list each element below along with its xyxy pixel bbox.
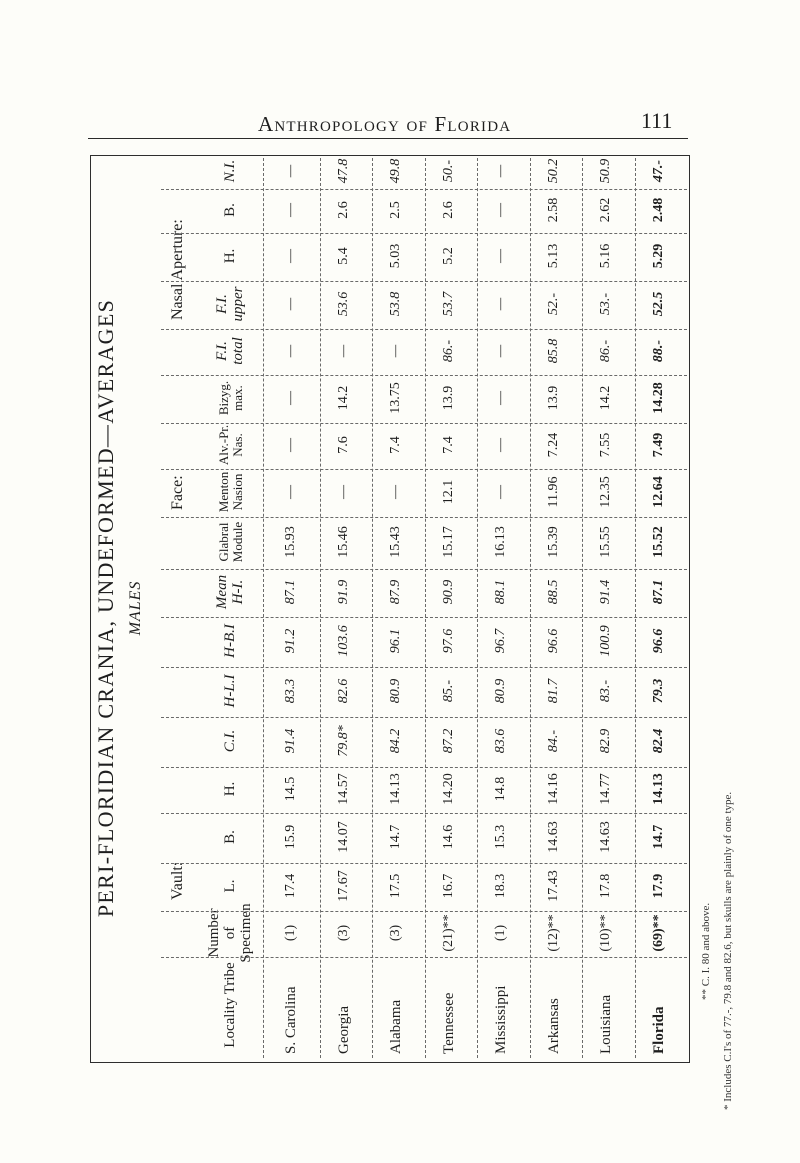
table-cell: 2.62: [598, 197, 613, 223]
table-cell: 80.9: [388, 678, 403, 704]
table-cell: 79.3: [650, 678, 666, 704]
table-subtitle: MALES: [127, 580, 144, 636]
table-cell: 13.9: [440, 385, 456, 411]
table-cell: —: [388, 485, 403, 499]
column-header: C.I.: [222, 729, 239, 753]
row-divider: [582, 158, 583, 1058]
header-rule: [88, 138, 688, 139]
column-header: B.: [222, 203, 239, 217]
table-cell: (10)**: [598, 914, 613, 952]
row-locality: Louisiana: [598, 994, 614, 1054]
table-cell: 52.5: [650, 291, 666, 317]
table-cell: 14.2: [598, 385, 613, 411]
table-cell: 16.13: [493, 526, 508, 558]
table-cell: 53.8: [388, 291, 403, 317]
table-cell: 83.-: [598, 679, 613, 703]
table-cell: 49.8: [388, 158, 403, 184]
column-header: H-B.I: [222, 624, 239, 658]
table-cell: 15.9: [283, 824, 298, 850]
table-cell: 14.63: [545, 821, 561, 853]
table-cell: 17.5: [388, 873, 403, 899]
table-cell: 15.39: [545, 526, 561, 558]
table-cell: —: [493, 164, 508, 178]
table-cell: 14.28: [650, 382, 666, 414]
table-cell: 47.8: [335, 158, 351, 184]
table-cell: 5.03: [388, 243, 403, 269]
table-cell: 90.9: [440, 579, 456, 605]
table-cell: 7.4: [440, 436, 456, 454]
table-title: PERI-FLORIDIAN CRANIA, UNDEFORMED—AVERAGES: [93, 298, 118, 918]
table-cell: —: [493, 391, 508, 405]
table-cell: 87.1: [283, 579, 298, 605]
table-cell: 14.07: [335, 821, 351, 853]
table-cell: —: [283, 249, 298, 263]
table-cell: 2.5: [388, 201, 403, 219]
table-cell: (69)**: [650, 914, 666, 952]
table-cell: (3): [388, 924, 403, 942]
table-cell: 100.9: [598, 625, 613, 657]
table-cell: 53.-: [598, 292, 613, 316]
column-header: Glabral Module: [216, 521, 245, 563]
table-cell: 86.-: [598, 339, 613, 363]
column-header: Alv.-Pr. Nas.: [216, 424, 245, 466]
table-cell: 52.-: [545, 292, 561, 316]
table-cell: —: [283, 391, 298, 405]
table-cell: —: [283, 438, 298, 452]
table-cell: —: [493, 344, 508, 358]
table-cell: 91.4: [598, 579, 613, 605]
table-cell: (1): [493, 924, 508, 942]
table-cell: 5.2: [440, 247, 456, 265]
table-cell: 17.9: [650, 873, 666, 899]
row-locality: Georgia: [335, 1005, 352, 1054]
table-cell: 87.2: [440, 728, 456, 754]
table-cell: 14.5: [283, 776, 298, 802]
table-cell: 80.9: [493, 678, 508, 704]
table-cell: 84.2: [388, 728, 403, 754]
table-cell: 14.7: [650, 824, 666, 850]
table-cell: 96.7: [493, 628, 508, 654]
table-cell: 15.46: [335, 526, 351, 558]
table-cell: (3): [335, 924, 351, 942]
table-cell: —: [283, 203, 298, 217]
table-cell: 91.9: [335, 579, 351, 605]
table-cell: 14.13: [650, 773, 666, 805]
table-cell: 14.13: [388, 773, 403, 805]
table-cell: 7.4: [388, 436, 403, 454]
table-cell: 13.75: [388, 382, 403, 414]
table-cell: 15.43: [388, 526, 403, 558]
table-cell: 2.48: [650, 197, 666, 223]
header-divider: [263, 158, 264, 1058]
column-header: F.I. upper: [214, 286, 246, 322]
column-header: B.: [222, 830, 239, 844]
table-cell: 14.57: [335, 773, 351, 805]
column-header: F.I. total: [214, 337, 246, 365]
table-cell: 83.6: [493, 728, 508, 754]
table-cell: 15.52: [650, 526, 666, 558]
table-cell: (1): [283, 924, 298, 942]
table-cell: 11.96: [545, 476, 561, 508]
column-header: H.: [222, 248, 239, 264]
table-cell: 14.16: [545, 773, 561, 805]
table-cell: 81.7: [545, 678, 561, 704]
face-group-label: Face:: [169, 475, 186, 510]
table-cell: 85.-: [440, 679, 456, 703]
table-cell: 103.6: [335, 625, 351, 657]
row-divider: [320, 158, 321, 1058]
table-cell: 85.8: [545, 338, 561, 364]
table-cell: 86.-: [440, 339, 456, 363]
table-cell: 96.1: [388, 628, 403, 654]
table-cell: —: [283, 297, 298, 311]
table-cell: 91.2: [283, 628, 298, 654]
table-cell: 5.29: [650, 243, 666, 269]
row-locality: Tennessee: [440, 992, 457, 1054]
table-cell: 16.7: [440, 873, 456, 899]
table-cell: 50.2: [545, 158, 561, 184]
row-locality: Florida: [650, 1006, 667, 1054]
table-cell: 82.4: [650, 728, 666, 754]
table-cell: 7.55: [598, 432, 613, 458]
table-cell: —: [283, 344, 298, 358]
table-cell: 5.13: [545, 243, 561, 269]
averages-table: [90, 155, 690, 1063]
table-cell: 97.6: [440, 628, 456, 654]
table-cell: 91.4: [283, 728, 298, 754]
table-cell: 7.49: [650, 432, 666, 458]
table-cell: —: [493, 485, 508, 499]
table-cell: —: [335, 344, 351, 358]
table-cell: 2.58: [545, 197, 561, 223]
table-cell: —: [493, 297, 508, 311]
column-header: Bizyg. max.: [216, 380, 245, 416]
row-divider: [372, 158, 373, 1058]
vault-group-label: Vault:: [169, 861, 186, 900]
table-cell: 14.20: [440, 773, 456, 805]
row-locality: S. Carolina: [283, 986, 299, 1054]
table-cell: 17.8: [598, 873, 613, 899]
table-cell: 96.6: [650, 628, 666, 654]
table-cell: 53.7: [440, 291, 456, 317]
table-cell: —: [283, 485, 298, 499]
table-cell: 15.55: [598, 526, 613, 558]
table-cell: 7.6: [335, 436, 351, 454]
table-cell: 84.-: [545, 729, 561, 753]
table-cell: 7.24: [545, 432, 561, 458]
column-header: Number of Specimen: [206, 903, 254, 963]
footnote-double-star: ** C. I. 80 and above.: [700, 902, 712, 1000]
table-cell: (21)**: [440, 914, 456, 952]
table-cell: 50.9: [598, 158, 613, 184]
table-cell: 2.6: [335, 201, 351, 219]
column-header: L.: [222, 879, 239, 893]
table-cell: 17.67: [335, 870, 351, 902]
table-cell: 83.3: [283, 678, 298, 704]
column-header: Menton Nasion: [216, 471, 245, 513]
running-head: Anthropology of Florida: [258, 112, 512, 136]
table-cell: —: [493, 438, 508, 452]
table-cell: 12.64: [650, 476, 666, 508]
table-cell: 14.6: [440, 824, 456, 850]
row-locality: Arkansas: [545, 998, 562, 1054]
table-cell: 17.43: [545, 870, 561, 902]
table-cell: 15.3: [493, 824, 508, 850]
table-cell: 88.-: [650, 339, 666, 363]
table-cell: 14.7: [388, 824, 403, 850]
table-cell: —: [388, 344, 403, 358]
table-cell: 14.8: [493, 776, 508, 802]
table-cell: 87.1: [650, 579, 666, 605]
table-cell: 17.4: [283, 873, 298, 899]
table-cell: 12.35: [598, 476, 613, 508]
page-number: 111: [641, 108, 673, 133]
table-cell: —: [493, 203, 508, 217]
table-cell: 50.-: [440, 159, 456, 183]
table-cell: 96.6: [545, 628, 561, 654]
row-locality: Mississippi: [493, 985, 509, 1054]
table-cell: (12)**: [545, 914, 561, 952]
table-cell: 87.9: [388, 579, 403, 605]
table-cell: 14.77: [598, 773, 613, 805]
table-cell: 15.17: [440, 526, 456, 558]
nasal-group-label: Nasal Aperture:: [169, 219, 186, 320]
column-header: N.I.: [222, 159, 239, 183]
table-cell: 47.-: [650, 159, 666, 183]
table-cell: 88.1: [493, 579, 508, 605]
table-cell: 13.9: [545, 385, 561, 411]
table-cell: 82.6: [335, 678, 351, 704]
table-cell: 5.4: [335, 247, 351, 265]
table-cell: 14.2: [335, 385, 351, 411]
column-header: Mean H-I.: [214, 574, 246, 610]
table-cell: 12.1: [440, 479, 456, 505]
column-header: H-L.I: [222, 674, 239, 708]
table-cell: —: [283, 164, 298, 178]
row-divider: [635, 158, 636, 1058]
row-divider: [530, 158, 531, 1058]
table-cell: 15.93: [283, 526, 298, 558]
table-cell: 2.6: [440, 201, 456, 219]
row-divider: [477, 158, 478, 1058]
row-divider: [425, 158, 426, 1058]
column-header: H.: [222, 781, 239, 797]
table-cell: 88.5: [545, 579, 561, 605]
column-header: Locality Tribe: [222, 962, 239, 1048]
table-cell: 79.8*: [335, 725, 351, 757]
table-cell: —: [493, 249, 508, 263]
table-cell: —: [335, 485, 351, 499]
table-cell: 82.9: [598, 728, 613, 754]
table-cell: 14.63: [598, 821, 613, 853]
row-locality: Alabama: [388, 999, 404, 1054]
table-cell: 53.6: [335, 291, 351, 317]
table-cell: 18.3: [493, 873, 508, 899]
footnote-single-star: * Includes C.I's of 77.-, 79.8 and 82.6, but skulls are plainly of one type.: [722, 791, 734, 1110]
table-cell: 5.16: [598, 243, 613, 269]
